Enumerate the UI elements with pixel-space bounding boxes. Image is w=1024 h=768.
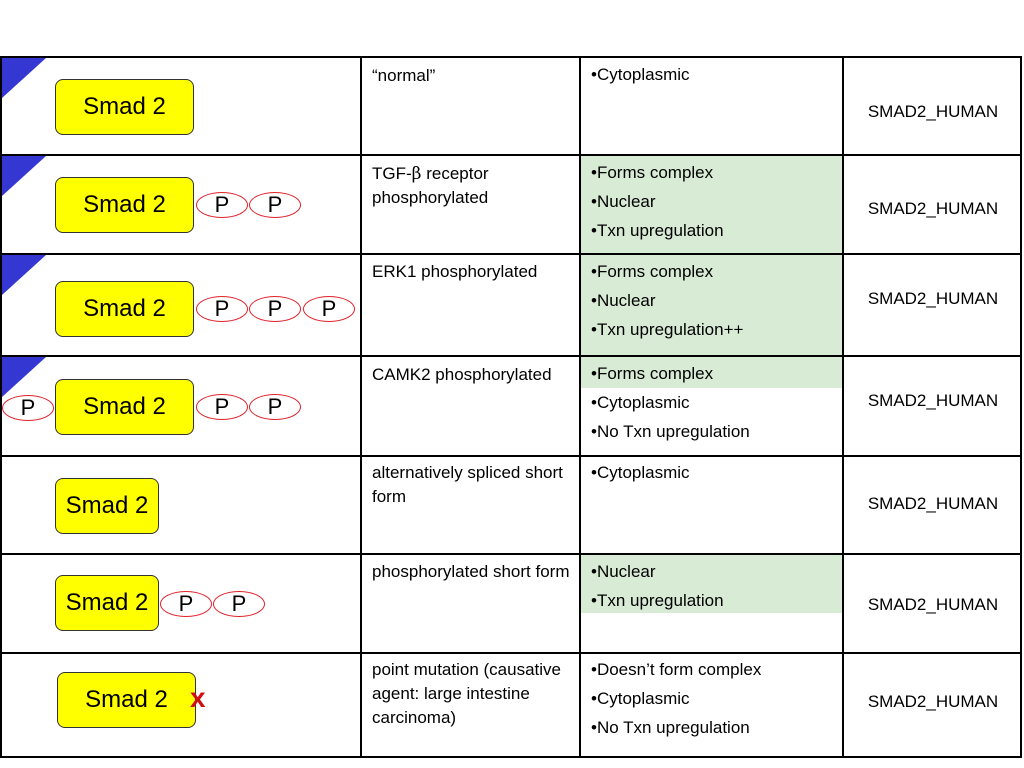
modification-description: phosphorylated short form bbox=[372, 562, 570, 581]
corner-triangle-icon bbox=[2, 357, 46, 397]
row-divider bbox=[0, 154, 1022, 156]
property-item: •Doesn’t form complex bbox=[591, 660, 762, 679]
modification-description: TGF-β receptor phosphorylated bbox=[372, 164, 489, 207]
corner-triangle-icon bbox=[2, 255, 46, 295]
phosphate-group: P bbox=[196, 394, 248, 420]
phosphate-group: P bbox=[196, 296, 248, 322]
phosphate-group: P bbox=[249, 192, 301, 218]
modification-description: ERK1 phosphorylated bbox=[372, 262, 538, 281]
smad2-protein-box: Smad 2 bbox=[55, 281, 194, 337]
row-divider bbox=[0, 652, 1022, 654]
protein-id: SMAD2_HUMAN bbox=[867, 391, 999, 410]
row-divider bbox=[0, 355, 1022, 357]
protein-id: SMAD2_HUMAN bbox=[867, 494, 999, 513]
property-item: •Cytoplasmic bbox=[591, 393, 690, 412]
smad2-protein-box: Smad 2 bbox=[55, 379, 194, 435]
properties-list bbox=[591, 60, 690, 89]
property-item: •Nuclear bbox=[591, 291, 656, 310]
property-item: •No Txn upregulation bbox=[591, 718, 750, 737]
property-item: •Txn upregulation++ bbox=[591, 320, 744, 339]
phosphate-group: P bbox=[303, 296, 355, 322]
mutation-x-icon: x bbox=[190, 682, 206, 713]
phosphate-group: P bbox=[196, 192, 248, 218]
properties-list bbox=[591, 557, 724, 615]
properties-list bbox=[591, 257, 743, 344]
protein-id: SMAD2_HUMAN bbox=[867, 102, 999, 121]
property-item: •Txn upregulation bbox=[591, 591, 724, 610]
property-item: •Nuclear bbox=[591, 192, 656, 211]
property-item: •Txn upregulation bbox=[591, 221, 724, 240]
phosphate-group: P bbox=[213, 591, 265, 617]
modification-description: alternatively spliced short form bbox=[372, 463, 563, 506]
property-item: •Cytoplasmic bbox=[591, 463, 690, 482]
properties-list bbox=[591, 655, 761, 742]
property-item: •No Txn upregulation bbox=[591, 422, 750, 441]
protein-id: SMAD2_HUMAN bbox=[867, 692, 999, 711]
properties-list bbox=[591, 458, 690, 487]
row-divider bbox=[0, 253, 1022, 255]
smad2-protein-box: Smad 2 bbox=[55, 177, 194, 233]
modification-description: “normal” bbox=[372, 66, 436, 85]
property-item: •Cytoplasmic bbox=[591, 65, 690, 84]
row-divider bbox=[0, 455, 1022, 457]
modification-description: point mutation (causative agent: large intestine carcinoma) bbox=[372, 660, 561, 727]
property-item: •Forms complex bbox=[591, 262, 714, 281]
phosphate-group: P bbox=[249, 296, 301, 322]
protein-id: SMAD2_HUMAN bbox=[867, 199, 999, 218]
row-divider bbox=[0, 553, 1022, 555]
property-item: •Forms complex bbox=[591, 163, 714, 182]
property-item: •Cytoplasmic bbox=[591, 689, 690, 708]
phosphate-group: P bbox=[160, 591, 212, 617]
properties-list bbox=[591, 158, 724, 245]
smad2-protein-box: Smad 2 bbox=[55, 79, 194, 135]
smad2-short-protein-box: Smad 2 bbox=[55, 575, 159, 631]
phosphate-group: P bbox=[249, 394, 301, 420]
phosphate-group: P bbox=[2, 395, 54, 421]
protein-id: SMAD2_HUMAN bbox=[867, 595, 999, 614]
smad2-short-protein-box: Smad 2 bbox=[55, 478, 159, 534]
modification-description: CAMK2 phosphorylated bbox=[372, 365, 552, 384]
smad2-protein-box: Smad 2 bbox=[57, 672, 196, 728]
property-item: •Forms complex bbox=[591, 364, 714, 383]
protein-id: SMAD2_HUMAN bbox=[867, 289, 999, 308]
property-item: •Nuclear bbox=[591, 562, 656, 581]
properties-list bbox=[591, 359, 750, 446]
corner-triangle-icon bbox=[2, 156, 46, 196]
corner-triangle-icon bbox=[2, 58, 46, 98]
